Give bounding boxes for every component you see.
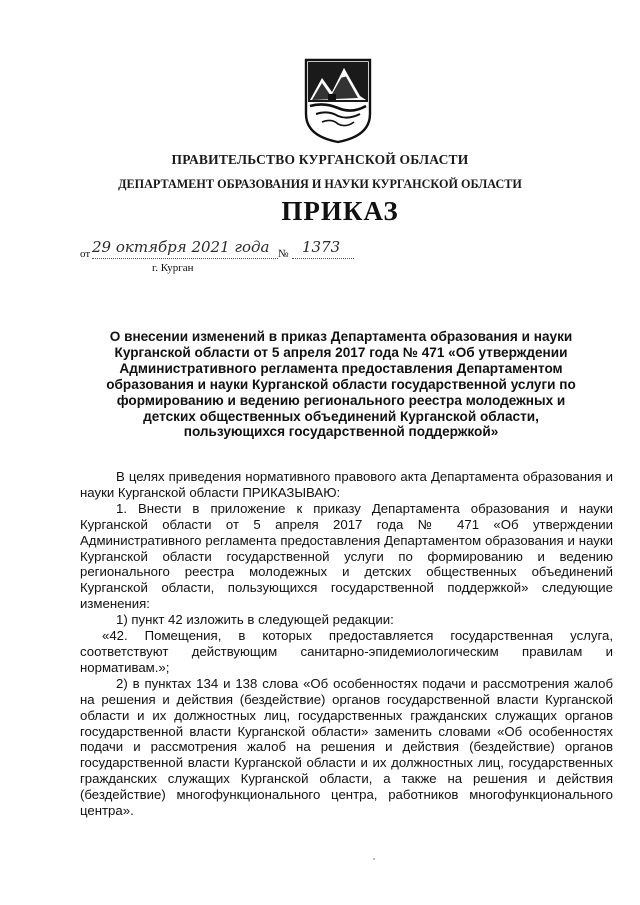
paragraph-quote-42: «42. Помещения, в которых предоставляется государственная услуга, соответствуют действующим санитарно-эпидемиологическим правилам и нормативам.»; <box>80 628 613 675</box>
date-from-label: от <box>80 248 91 260</box>
paragraph-subitem-2: 2) в пунктах 134 и 138 слова «Об особенностях подачи и рассмотрения жалоб на решения и действия (бездействие) органов государственной власти Курганской области и их должностных лиц, государственных гражданских служащих органов государственной власти Курганской области» заменить словами «Об особенностях подачи и рассмотрения жалоб на решения и действия (бездействие) органов государственной власти Курганской области и их должностных лиц, государственных гражданских служащих Курганской области, а также на решения и действия (бездействие) многофункционального центра, работников многофункционального центра». <box>80 675 613 819</box>
document-type-title: ПРИКАЗ <box>281 196 399 226</box>
city-label: г. Курган <box>152 262 194 274</box>
order-body <box>80 469 613 819</box>
department-name: ДЕПАРТАМЕНТ ОБРАЗОВАНИЯ И НАУКИ КУРГАНСКОЙ ОБЛАСТИ <box>118 177 522 191</box>
handwritten-date: 29 октября 2021 года <box>92 238 270 256</box>
government-name: ПРАВИТЕЛЬСТВО КУРГАНСКОЙ ОБЛАСТИ <box>171 152 469 167</box>
scan-speck <box>373 858 375 860</box>
number-label: № <box>278 248 289 260</box>
order-subject: О внесении изменений в приказ Департамента образования и науки Курганской области от 5 апреля 2017 года № 471 «Об утверждении Административного регламента предоставления Департаментом образования и науки Курганской области государственной услуги по формированию и ведению регионального реестра молодежных и детских общественных объединений Курганской области, пользующихся государственной поддержкой» <box>106 329 576 440</box>
handwritten-number: 1373 <box>302 238 341 256</box>
paragraph-item-1: 1. Внести в приложение к приказу Департамента образования и науки Курганской области от 5 апреля 2017 года № 471 «Об утверждении Административного регламента предоставления Департаментом образования и науки Курганской области государственной услуги по формированию и ведению регионального реестра молодежных и детских общественных объединений Курганской области, пользующихся государственной поддержкой» следующие изменения: <box>80 500 613 612</box>
paragraph-preamble: В целях приведения нормативного правового акта Департамента образования и науки Курганской области ПРИКАЗЫВАЮ: <box>80 469 613 500</box>
registration-line <box>80 238 380 262</box>
coat-of-arms-icon <box>302 56 374 144</box>
paragraph-subitem-1: 1) пункт 42 изложить в следующей редакции: <box>116 612 394 628</box>
